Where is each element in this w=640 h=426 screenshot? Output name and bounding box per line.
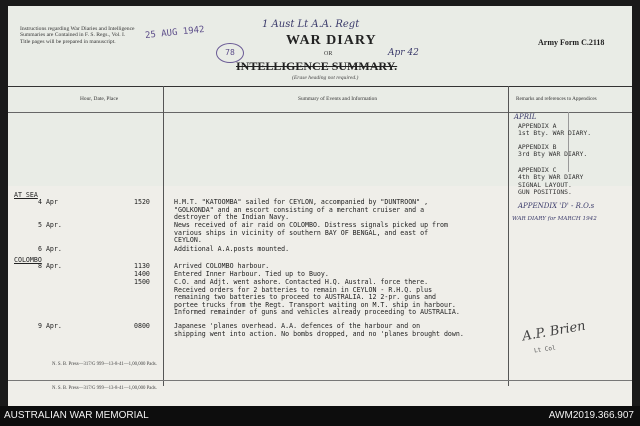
entry-time: 1400: [134, 270, 150, 278]
column-divider: [568, 112, 569, 172]
war-diary-page: [8, 6, 632, 406]
entry-time: 1520: [134, 198, 150, 206]
entry-summary: News received of air raid on COLOMBO. Distress signals picked up from various ships in vicinity of southern BAY OF BENGAL, and east of CEYLON.: [174, 221, 448, 245]
entry-summary: Additional A.A.posts mounted.: [174, 245, 290, 253]
instruction-line: Title pages will be prepared in manuscript.: [20, 38, 116, 45]
handwritten-unit: 1 Aust Lt A.A. Regt: [262, 19, 360, 30]
entry-date: 6 Apr.: [38, 245, 62, 253]
entry-time: 1500: [134, 278, 150, 286]
appendix-reference: APPENDIX C 4th Bty WAR DIARY SIGNAL LAYOUT. GUN POSITIONS.: [518, 166, 584, 197]
printer-line: N. S. B. Press—317/G 999—13-8-41—1,00,000 Pads.: [52, 386, 157, 391]
footer-source: AUSTRALIAN WAR MEMORIAL: [4, 410, 149, 421]
instructions-block: [20, 26, 135, 45]
instruction-line: Instructions regarding War Diaries and Intelligence: [20, 26, 135, 32]
date-received-stamp: 25 AUG 1942: [144, 24, 205, 42]
footer-bar: [0, 406, 640, 426]
folio-number-stamp: 78: [216, 43, 244, 63]
column-header-place: Hour, Date, Place: [80, 96, 119, 102]
column-divider: [163, 86, 164, 386]
entry-summary: Entered Inner Harbour. Tied up to Buoy.: [174, 270, 329, 278]
entry-place: COLOMBO: [14, 256, 42, 264]
column-header-remarks: Remarks and references to Appendices: [516, 96, 597, 102]
entry-summary: C.O. and Adjt. went ashore. Contacted H.Q. Austral. force there. Received orders for 2 batteries to remain in CEYLON - R.H.Q. plus remaining two batteries to proceed to AUSTRALIA. 12 2-pr. guns and portee trucks from the Regt. Transport waiting on M.T. ship in harbour. Informed remainder of guns and vehicles already proceeding to AUSTRALIA.: [174, 278, 460, 317]
table-header-rule: [8, 112, 632, 113]
table-top-rule: [8, 86, 632, 87]
footer-accession: AWM2019.366.907: [548, 410, 634, 421]
army-form-label: Army Form C.2118: [538, 38, 605, 47]
column-header-summary: Summary of Events and Information: [298, 96, 378, 102]
instruction-line: Summaries are Contained in F. S. Regs., Vol. I.: [20, 32, 126, 39]
entry-time: 1130: [134, 262, 150, 270]
appendix-reference: APPENDIX A 1st Bty. WAR DIARY.: [518, 122, 592, 138]
appendix-d-note: WAR DIARY for MARCH 1942: [512, 216, 597, 222]
entry-place: AT SEA: [14, 191, 38, 199]
appendix-reference: APPENDIX B 3rd Bty WAR DIARY.: [518, 143, 588, 159]
entry-summary: H.M.T. "KATOOMBA" sailed for CEYLON, accompanied by "DUNTROON" , "GOLKONDA" and an escort consisting of a merchant cruiser and a destroyer of the Indian Navy.: [174, 198, 429, 222]
erase-note: (Erase heading not required.): [292, 75, 359, 81]
entry-time: 0800: [134, 322, 150, 330]
page-subtitle: INTELLIGENCE SUMMARY.: [236, 59, 398, 73]
page-bottom-rule: [8, 380, 632, 381]
entry-date: 8 Apr.: [38, 262, 62, 270]
entry-date: 4 Apr: [38, 198, 58, 206]
appendix-d-reference: APPENDIX 'D' - R.O.s: [518, 202, 595, 210]
entry-date: 9 Apr.: [38, 322, 62, 330]
printer-line: N. S. B. Press—317/G 999—13-8-41—1,00,000 Pads.: [52, 362, 157, 367]
signature-title: Lt Col: [533, 344, 557, 355]
page-title: WAR DIARY: [286, 33, 377, 48]
title-or: OR: [324, 51, 333, 57]
remarks-month: APRIL: [514, 113, 537, 121]
signature: A.P. Brien: [521, 318, 587, 345]
entry-date: 5 Apr.: [38, 221, 62, 229]
entry-summary: Arrived COLOMBO harbour.: [174, 262, 270, 270]
handwritten-month: Apr 42: [388, 48, 419, 58]
entry-summary: Japanese 'planes overhead. A.A. defences of the harbour and on shipping went into action. No bombs dropped, and no 'planes brought down.: [174, 322, 464, 338]
